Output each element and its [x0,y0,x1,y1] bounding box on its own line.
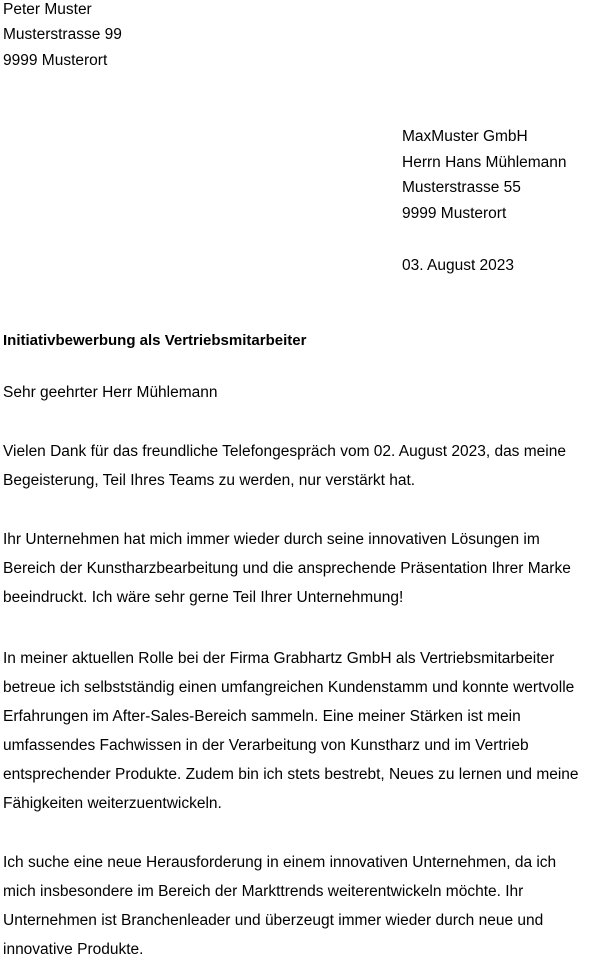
paragraph-line: betreue ich selbstständig einen umfangreichen Kundenstamm und konnte wertvolle [3,679,575,696]
paragraph-line: beeindruckt. Ich wäre sehr gerne Teil Ihrer Unternehmung! [3,589,404,606]
recipient-city: 9999 Musterort [402,205,507,222]
paragraph-1 [3,442,613,500]
paragraph-line: Bereich der Kunstharzbearbeitung und die ansprechende Präsentation Ihrer Marke [3,560,571,577]
paragraph-line: Vielen Dank für das freundliche Telefongespräch vom 02. August 2023, das meine [3,443,566,460]
letter-salutation: Sehr geehrter Herr Mühlemann [3,384,218,401]
recipient-person: Herrn Hans Mühlemann [402,154,567,171]
letter-subject: Initiativbewerbung als Vertriebsmitarbeiter [3,332,307,349]
paragraph-line: umfassendes Fachwissen in der Verarbeitung von Kunstharz und im Vertrieb [3,737,529,754]
paragraph-line: Erfahrungen im After-Sales-Bereich sammeln. Eine meiner Stärken ist mein [3,708,521,725]
paragraph-line: Unternehmen ist Branchenleader und überzeugt immer wieder durch neue und [3,912,544,929]
paragraph-4 [3,853,613,969]
paragraph-line: In meiner aktuellen Rolle bei der Firma Grabhartz GmbH als Vertriebsmitarbeiter [3,650,555,667]
recipient-company: MaxMuster GmbH [402,128,528,145]
paragraph-line: Ich suche eine neue Herausforderung in einem innovativen Unternehmen, da ich [3,854,557,871]
recipient-street: Musterstrasse 55 [402,179,521,196]
paragraph-line: entsprechender Produkte. Zudem bin ich stets bestrebt, Neues zu lernen und meine [3,766,579,783]
letter-date: 03. August 2023 [402,257,515,274]
sender-name: Peter Muster [3,1,92,18]
sender-street: Musterstrasse 99 [3,26,122,43]
paragraph-2 [3,530,613,617]
paragraph-line: innovative Produkte. [3,941,144,958]
paragraph-line: mich insbesondere im Bereich der Markttrends weiterentwickeln möchte. Ihr [3,883,524,900]
paragraph-line: Fähigkeiten weiterzuentwickeln. [3,795,222,812]
paragraph-3 [3,649,613,823]
sender-city: 9999 Musterort [3,52,108,69]
paragraph-line: Ihr Unternehmen hat mich immer wieder durch seine innovativen Lösungen im [3,531,540,548]
paragraph-line: Begeisterung, Teil Ihres Teams zu werden, nur verstärkt hat. [3,472,416,489]
